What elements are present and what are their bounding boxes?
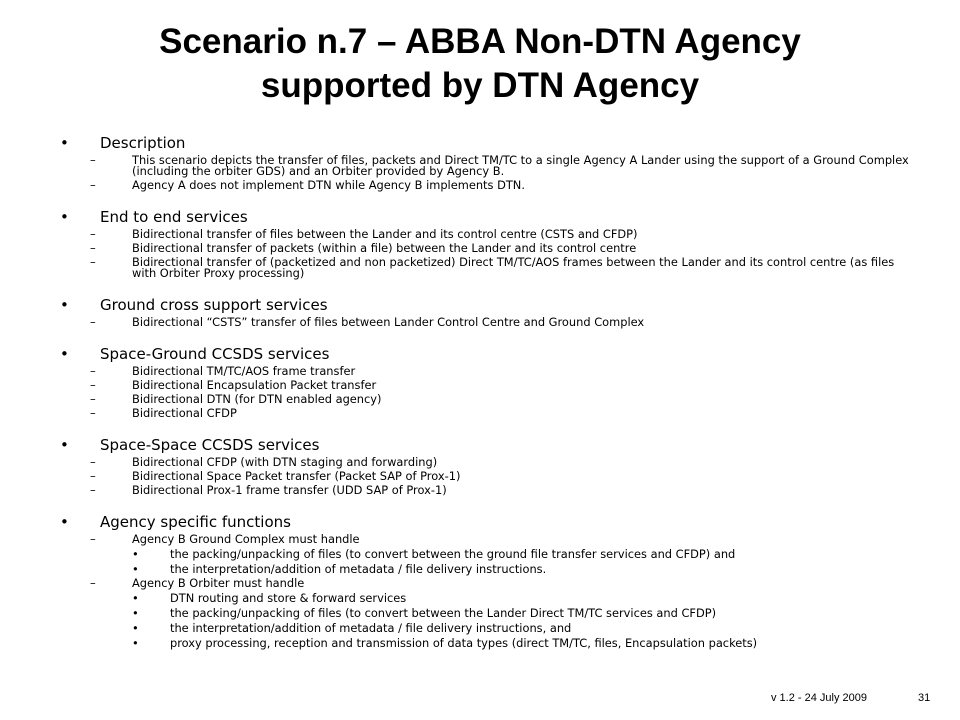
list-item-text: Bidirectional CFDP — [132, 406, 237, 420]
sub-list-item — [60, 564, 920, 575]
list-item-text: Bidirectional “CSTS” transfer of files between Lander Control Centre and Ground Complex — [132, 315, 645, 329]
list-item — [60, 485, 920, 496]
dash-bullet: – — [90, 153, 96, 167]
sub-list-item — [60, 608, 920, 619]
list-item-text: Bidirectional Space Packet transfer (Packet SAP of Prox-1) — [132, 469, 461, 483]
list-item-text: Agency B Ground Complex must handle — [132, 532, 360, 546]
list-item-text: Bidirectional transfer of (packetized and non packetized) Direct TM/TC/AOS frames between the Lander and its control centre (as files with Orbiter Proxy processing) — [132, 255, 895, 280]
list-item — [60, 471, 920, 482]
list-item — [60, 394, 920, 405]
list-item — [60, 155, 920, 177]
section — [60, 436, 920, 496]
slide-title — [0, 20, 960, 108]
dash-bullet: – — [90, 392, 96, 406]
section-heading: • Description — [60, 134, 920, 152]
sub-list-item — [60, 549, 920, 560]
slide-title-line-1: Scenario n.7 – ABBA Non-DTN Agency — [159, 22, 801, 61]
sub-list-item-text: DTN routing and store & forward services — [170, 591, 407, 605]
list-item-text: Bidirectional transfer of files between the Lander and its control centre (CSTS and CFDP) — [132, 227, 638, 241]
dash-bullet: – — [90, 455, 96, 469]
list-item — [60, 317, 920, 328]
sub-list-item — [60, 593, 920, 604]
dash-bullet: – — [90, 406, 96, 420]
list-item — [60, 257, 920, 279]
slide-body — [60, 134, 920, 649]
bullet-point: • — [132, 606, 139, 620]
list-item-text: Bidirectional Encapsulation Packet transfer — [132, 378, 377, 392]
section — [60, 513, 920, 649]
list-item — [60, 578, 920, 589]
list-item-text: Agency B Orbiter must handle — [132, 576, 305, 590]
dash-bullet: – — [90, 178, 96, 192]
bullet-point: • — [132, 636, 139, 650]
section — [60, 208, 920, 279]
page-number: 31 — [918, 692, 931, 704]
section-heading: • End to end services — [60, 208, 920, 226]
dash-bullet: – — [90, 469, 96, 483]
section — [60, 296, 920, 328]
section-heading: • Space-Space CCSDS services — [60, 436, 920, 454]
section-heading: • Ground cross support services — [60, 296, 920, 314]
list-item-text: Bidirectional TM/TC/AOS frame transfer — [132, 364, 356, 378]
bullet-point: • — [132, 591, 139, 605]
list-item — [60, 408, 920, 419]
list-item — [60, 243, 920, 254]
list-item — [60, 366, 920, 377]
section-heading: • Agency specific functions — [60, 513, 920, 531]
bullet-point: • — [132, 621, 139, 635]
dash-bullet: – — [90, 576, 96, 590]
bullet-point: • — [132, 547, 139, 561]
list-item — [60, 180, 920, 191]
list-item-text: Bidirectional transfer of packets (within a file) between the Lander and its control centre — [132, 241, 637, 255]
sub-list-item-text: the interpretation/addition of metadata / file delivery instructions. — [170, 562, 547, 576]
section — [60, 134, 920, 191]
list-item — [60, 534, 920, 545]
sub-list-item-text: the interpretation/addition of metadata / file delivery instructions, and — [170, 621, 572, 635]
section-heading: • Space-Ground CCSDS services — [60, 345, 920, 363]
footer-version-date: v 1.2 - 24 July 2009 — [771, 692, 868, 704]
bullet-point: • — [132, 562, 139, 576]
sub-list-item-text: proxy processing, reception and transmission of data types (direct TM/TC, files, Encapsulation packets) — [170, 636, 758, 650]
sub-list-item-text: the packing/unpacking of files (to convert between the Lander Direct TM/TC services and CFDP) — [170, 606, 717, 620]
dash-bullet: – — [90, 315, 96, 329]
list-item — [60, 457, 920, 468]
list-item — [60, 229, 920, 240]
sub-list-item — [60, 638, 920, 649]
list-item-text: This scenario depicts the transfer of files, packets and Direct TM/TC to a single Agency A Lander using the support of a Ground Complex (including the orbiter GDS) and an Orbiter provided by Agency B. — [132, 153, 909, 178]
dash-bullet: – — [90, 532, 96, 546]
slide-title-line-2: supported by DTN Agency — [260, 66, 700, 105]
sub-list-item-text: the packing/unpacking of files (to convert between the ground file transfer services and CFDP) and — [170, 547, 736, 561]
sub-list-item — [60, 623, 920, 634]
dash-bullet: – — [90, 255, 96, 269]
dash-bullet: – — [90, 227, 96, 241]
dash-bullet: – — [90, 364, 96, 378]
list-item-text: Bidirectional CFDP (with DTN staging and forwarding) — [132, 455, 438, 469]
dash-bullet: – — [90, 483, 96, 497]
list-item-text: Agency A does not implement DTN while Agency B implements DTN. — [132, 178, 525, 192]
dash-bullet: – — [90, 241, 96, 255]
list-item — [60, 380, 920, 391]
list-item-text: Bidirectional Prox-1 frame transfer (UDD SAP of Prox-1) — [132, 483, 447, 497]
section — [60, 345, 920, 419]
dash-bullet: – — [90, 378, 96, 392]
list-item-text: Bidirectional DTN (for DTN enabled agency) — [132, 392, 382, 406]
